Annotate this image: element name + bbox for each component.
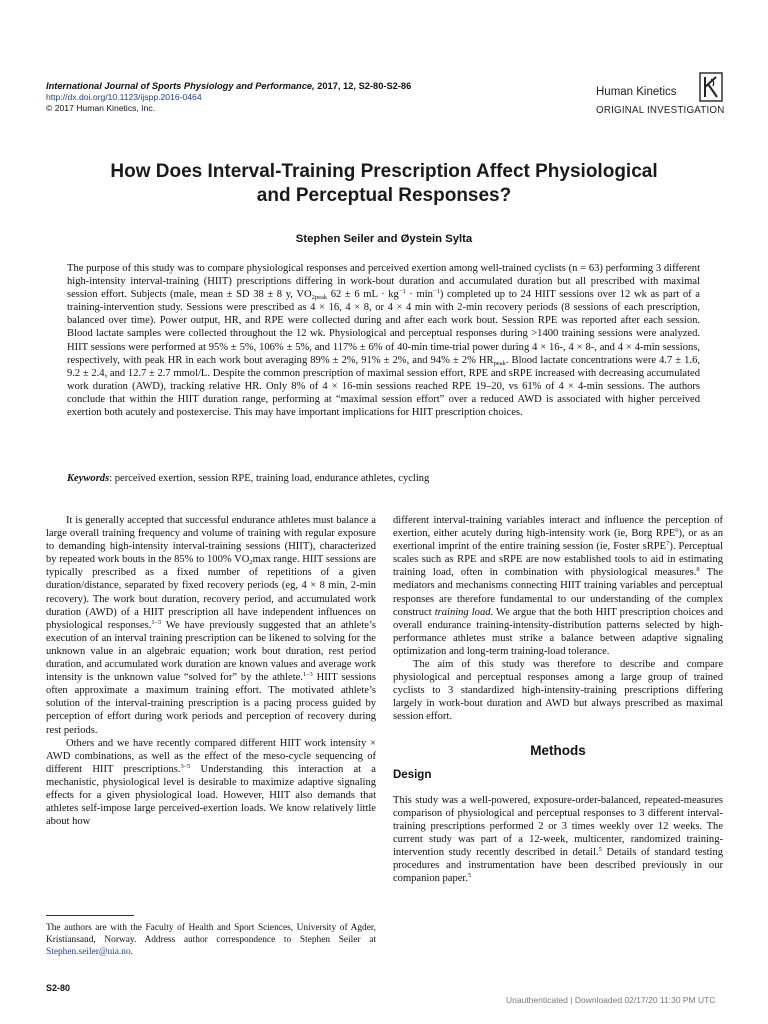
body-paragraph: different interval-training variables interact and influence the perception of exertion, either acutely during high-intensity work (ie, Borg RPE$^6$), or as an exertional imprint of the entire training session (ie, Foster sRPE$^7$). Perceptual scales such as RPE and sRPE are now established tools to aid in estimating training load, often in combination with physiological measures.$^8$ The mediators and mechanisms connecting HIIT training variables and perceptual responses are therefore fundamental to our understanding of the complex construct training load. We argue that the both HIIT prescription choices and overall endurance training-intensity-distribution patterns selected by high-performance athletes must strike a balance between adaptive signaling optimization and long-term training-load tolerance.	[393, 515, 724, 657]
article-title	[40, 160, 728, 208]
journal-details: 2017, 12, S2-80-S2-86	[314, 81, 412, 91]
keywords: Keywords: perceived exertion, session RPE, training load, endurance athletes, cycling	[67, 473, 430, 484]
author-footnote: The authors are with the Faculty of Health and Sport Sciences, University of Agder, Kristiansand, Norway. Address author correspondence to Stephen Seiler at Stephen.seiler@uia.no.	[46, 923, 376, 958]
body-column-left	[46, 514, 376, 828]
journal-name: International Journal of Sports Physiology and Performance,	[46, 81, 315, 91]
subsection-heading-design: Design	[393, 768, 432, 781]
citation-ref: 3–5	[180, 762, 191, 770]
body-paragraph: The aim of this study was therefore to describe and compare physiological and perceptual responses among a large group of trained cyclists to 3 standardized high-intensity-training prescriptions differing largely in work-bout duration and AWD but always prescribed as maximal session effort.	[393, 659, 723, 723]
abstract: The purpose of this study was to compare physiological responses and perceived exertion among well-trained cyclists (n = 63) performing 3 different high-intensity interval-training (HIIT) prescriptions differing in work-bout duration and accumulated duration but all prescribed with maximal session effort. Subjects (male, mean ± SD 38 ± 8 y, $VO_{2peak}$ 62 ± 6 mL · $kg^{-1} \cdot \min^{-1}$) completed up to 24 HIIT sessions over 12 wk as part of a training-intervention study. Sessions were prescribed as 4 × 16, 4 × 8, or 4 × 4 min with 2-min recovery periods (8 sessions of each prescription, balanced over time). Power output, HR, and RPE were collected during and after each work bout. Session RPE was reported after each session. Blood lactate samples were collected throughout the 12 wk. Physiological and perceptual responses during >1400 training sessions were analyzed. HIIT sessions were performed at 95% ± 5%, 106% ± 5%, and 117% ± 6% of 40-min time-trial power during 4 × 16-, 4 × 8-, and 4 × 4-min sessions, respectively, with peak HR in each work bout averaging 89% ± 2%, 91% ± 2%, and 94% ± 2% $HR_{peak}$. Blood lactate concentrations were 4.7 ± 1.6, 9.2 ± 2.4, and 12.7 ± 2.7 mmol/L. Despite the common prescription of maximal session effort, RPE and sRPE increased with decreasing accumulated work duration (AWD), tracking relative HR. Only 8% of 4 × 16-min sessions reached RPE 19–20, vs 61% of 4 × 4-min sessions. The authors conclude that within the HIIT duration range, performing at “maximal session effort” over a reduced AWD is associated with higher perceived exertion both acutely and postexercise. This may have important implications for HIIT prescription choices.	[67, 263, 700, 419]
body-paragraph: It is generally accepted that successful endurance athletes must balance a large overall training frequency and volume of training with regular exposure to demanding high-intensity interval-training sessions (HIIT), characterized by repeated work bouts in the 85% to 100% $VO_2\max$ range. HIIT sessions are typically prescribed as a fixed number of repetitions of a given duration/distance, separated by fixed recovery periods (eg, 4 × 8 min, 2-min recovery). The work bout duration, recovery period, and accumulated work duration (AWD) of a HIIT prescription all have independent influences on physiological responses.$^{1-3}$ We have previously suggested that an athlete’s execution of an interval training prescription can be likened to solving for the unknown value in an algebraic equation; work bout duration, rest period duration, and accumulated work duration are known values and average work intensity is the unknown value “solved for” by the athlete.$^{1-3}$ HIIT sessions often approximate a maximum training effort. The motivated athlete’s solution of the interval-training prescription is a pacing process guided by perception of effort during work periods and perception of recovery during rest periods.	[46, 515, 377, 736]
article-type-label: ORIGINAL INVESTIGATION	[596, 105, 725, 116]
citation-ref: 6	[675, 527, 679, 535]
copyright: © 2017 Human Kinetics, Inc.	[46, 103, 156, 113]
citation-ref: 1–3	[302, 671, 313, 679]
download-watermark: Unauthenticated | Downloaded 02/17/20 11:30 PM UTC	[506, 995, 716, 1005]
citation-ref: 7	[666, 540, 670, 548]
page-number: S2-80	[46, 983, 71, 993]
body-column-right	[393, 514, 723, 885]
citation-ref: 1–3	[151, 618, 162, 626]
footnote-divider	[46, 915, 134, 916]
publisher-name: Human Kinetics	[596, 86, 677, 98]
human-kinetics-logo-icon	[699, 72, 723, 102]
keywords-text: perceived exertion, session RPE, training load, endurance athletes, cycling	[112, 473, 430, 484]
citation-ref: 5	[598, 846, 602, 854]
keywords-label: Keywords	[67, 473, 110, 484]
citation-ref: 8	[696, 566, 700, 574]
title-line-2: and Perceptual Responses?	[256, 185, 512, 206]
doi-link[interactable]: http://dx.doi.org/10.1123/ijspp.2016-0464	[46, 92, 202, 102]
body-paragraph: Others and we have recently compared different HIIT work intensity × AWD combinations, as well as the effect of the meso-cycle sequencing of different HIIT prescriptions.$^{3-5}$ Understanding this interaction at a mechanistic, physiological level is desirable to maximize adaptive signaling effects for a given physiological load. However, HIIT also demands that athletes self-impose large perceived-exertion loads. We know relatively little about how	[46, 737, 376, 828]
title-line-1: How Does Interval-Training Prescription Affect Physiological	[110, 161, 658, 182]
citation-ref: 5	[467, 872, 472, 880]
body-paragraph: This study was a well-powered, exposure-order-balanced, repeated-measures comparison of physiological and perceptual responses to 3 different interval-training prescriptions performed 2 or 3 times weekly over 12 weeks. The current study was part of a 12-week, multicenter, randomized training-intervention study recently described in detail.$^5$ Details of standard testing procedures and instrumentation have been described previously in our companion paper.$^5$	[393, 794, 723, 885]
author-email-link[interactable]: Stephen.seiler@uia.no	[46, 947, 131, 958]
authors: Stephen Seiler and Øystein Sylta	[295, 233, 473, 245]
section-heading-methods: Methods	[530, 742, 586, 758]
